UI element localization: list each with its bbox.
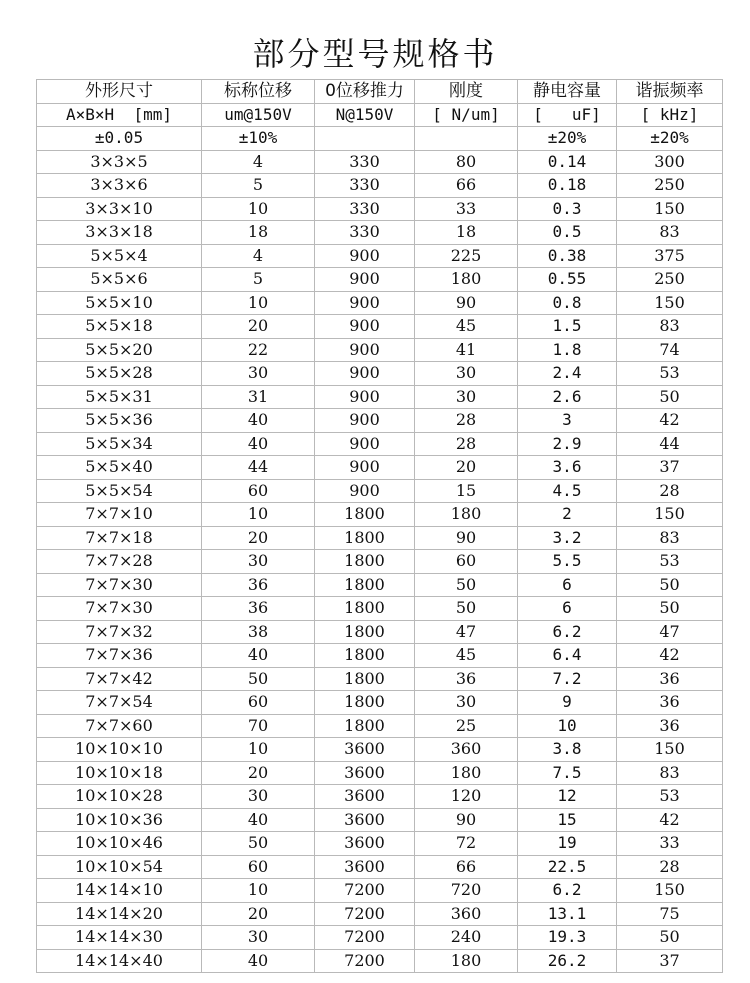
cell-stiffness: 360 — [415, 738, 518, 762]
cell-stiffness: 720 — [415, 879, 518, 903]
cell-stiffness: 18 — [415, 221, 518, 245]
table-row — [37, 503, 723, 527]
cell-resonant-frequency: 42 — [617, 644, 723, 668]
unit-displacement: um@150V — [202, 103, 315, 127]
table-row — [37, 221, 723, 245]
table-row — [37, 291, 723, 315]
table-row — [37, 902, 723, 926]
cell-dimensions: 7×7×10 — [37, 503, 202, 527]
cell-displacement: 60 — [202, 479, 315, 503]
cell-dimensions: 3×3×18 — [37, 221, 202, 245]
cell-blocking-force: 330 — [315, 174, 415, 198]
cell-dimensions: 7×7×36 — [37, 644, 202, 668]
cell-dimensions: 7×7×60 — [37, 714, 202, 738]
cell-capacitance: 4.5 — [518, 479, 617, 503]
table-row — [37, 738, 723, 762]
cell-displacement: 50 — [202, 832, 315, 856]
cell-displacement: 40 — [202, 808, 315, 832]
cell-capacitance: 0.14 — [518, 150, 617, 174]
tolerance-row — [37, 127, 723, 151]
cell-stiffness: 33 — [415, 197, 518, 221]
cell-resonant-frequency: 150 — [617, 291, 723, 315]
cell-blocking-force: 1800 — [315, 644, 415, 668]
cell-blocking-force: 3600 — [315, 855, 415, 879]
cell-stiffness: 225 — [415, 244, 518, 268]
cell-resonant-frequency: 375 — [617, 244, 723, 268]
cell-displacement: 36 — [202, 597, 315, 621]
cell-displacement: 10 — [202, 197, 315, 221]
cell-stiffness: 36 — [415, 667, 518, 691]
cell-blocking-force: 900 — [315, 362, 415, 386]
cell-capacitance: 15 — [518, 808, 617, 832]
cell-resonant-frequency: 83 — [617, 315, 723, 339]
spec-table-body — [37, 150, 723, 973]
cell-blocking-force: 1800 — [315, 691, 415, 715]
table-row — [37, 362, 723, 386]
cell-blocking-force: 900 — [315, 315, 415, 339]
header-row — [37, 80, 723, 104]
cell-blocking-force: 1800 — [315, 714, 415, 738]
cell-stiffness: 120 — [415, 785, 518, 809]
cell-displacement: 5 — [202, 174, 315, 198]
cell-displacement: 4 — [202, 244, 315, 268]
cell-stiffness: 90 — [415, 526, 518, 550]
cell-displacement: 10 — [202, 503, 315, 527]
cell-blocking-force: 3600 — [315, 808, 415, 832]
cell-blocking-force: 7200 — [315, 926, 415, 950]
cell-stiffness: 180 — [415, 268, 518, 292]
cell-dimensions: 3×3×6 — [37, 174, 202, 198]
cell-capacitance: 6.4 — [518, 644, 617, 668]
cell-blocking-force: 1800 — [315, 526, 415, 550]
cell-displacement: 40 — [202, 432, 315, 456]
cell-dimensions: 5×5×18 — [37, 315, 202, 339]
table-row — [37, 338, 723, 362]
table-row — [37, 550, 723, 574]
cell-resonant-frequency: 300 — [617, 150, 723, 174]
cell-blocking-force: 3600 — [315, 832, 415, 856]
cell-blocking-force: 900 — [315, 409, 415, 433]
table-row — [37, 667, 723, 691]
cell-displacement: 10 — [202, 291, 315, 315]
cell-displacement: 20 — [202, 315, 315, 339]
cell-stiffness: 72 — [415, 832, 518, 856]
cell-capacitance: 0.8 — [518, 291, 617, 315]
cell-dimensions: 5×5×10 — [37, 291, 202, 315]
cell-displacement: 60 — [202, 855, 315, 879]
table-row — [37, 385, 723, 409]
cell-stiffness: 80 — [415, 150, 518, 174]
cell-dimensions: 10×10×54 — [37, 855, 202, 879]
table-row — [37, 879, 723, 903]
cell-stiffness: 50 — [415, 573, 518, 597]
cell-stiffness: 180 — [415, 503, 518, 527]
unit-resonant-frequency: [ kHz] — [617, 103, 723, 127]
cell-dimensions: 5×5×6 — [37, 268, 202, 292]
table-row — [37, 197, 723, 221]
cell-blocking-force: 3600 — [315, 785, 415, 809]
table-row — [37, 244, 723, 268]
cell-dimensions: 3×3×10 — [37, 197, 202, 221]
unit-blocking-force: N@150V — [315, 103, 415, 127]
cell-blocking-force: 900 — [315, 432, 415, 456]
cell-stiffness: 45 — [415, 315, 518, 339]
cell-capacitance: 7.5 — [518, 761, 617, 785]
cell-displacement: 70 — [202, 714, 315, 738]
cell-displacement: 30 — [202, 550, 315, 574]
cell-blocking-force: 330 — [315, 197, 415, 221]
cell-displacement: 18 — [202, 221, 315, 245]
cell-stiffness: 20 — [415, 456, 518, 480]
cell-stiffness: 15 — [415, 479, 518, 503]
cell-blocking-force: 900 — [315, 385, 415, 409]
cell-capacitance: 2 — [518, 503, 617, 527]
cell-blocking-force: 3600 — [315, 761, 415, 785]
table-row — [37, 315, 723, 339]
cell-resonant-frequency: 83 — [617, 526, 723, 550]
table-row — [37, 268, 723, 292]
cell-dimensions: 7×7×30 — [37, 573, 202, 597]
table-row — [37, 456, 723, 480]
cell-dimensions: 5×5×20 — [37, 338, 202, 362]
unit-capacitance: [ uF] — [518, 103, 617, 127]
col-header-dimensions: 外形尺寸 — [37, 80, 202, 104]
cell-dimensions: 14×14×40 — [37, 949, 202, 973]
unit-stiffness: [ N/um] — [415, 103, 518, 127]
cell-resonant-frequency: 74 — [617, 338, 723, 362]
table-row — [37, 479, 723, 503]
cell-resonant-frequency: 50 — [617, 926, 723, 950]
cell-stiffness: 25 — [415, 714, 518, 738]
cell-stiffness: 30 — [415, 385, 518, 409]
cell-blocking-force: 7200 — [315, 902, 415, 926]
cell-displacement: 20 — [202, 761, 315, 785]
cell-blocking-force: 330 — [315, 150, 415, 174]
table-row — [37, 644, 723, 668]
cell-displacement: 40 — [202, 644, 315, 668]
cell-stiffness: 240 — [415, 926, 518, 950]
cell-displacement: 40 — [202, 409, 315, 433]
table-row — [37, 150, 723, 174]
cell-resonant-frequency: 36 — [617, 667, 723, 691]
cell-stiffness: 90 — [415, 291, 518, 315]
table-row — [37, 832, 723, 856]
table-row — [37, 808, 723, 832]
cell-stiffness: 41 — [415, 338, 518, 362]
cell-capacitance: 5.5 — [518, 550, 617, 574]
cell-blocking-force: 900 — [315, 244, 415, 268]
unit-dimensions: A×B×H [mm] — [37, 103, 202, 127]
cell-capacitance: 3.6 — [518, 456, 617, 480]
cell-capacitance: 0.18 — [518, 174, 617, 198]
cell-resonant-frequency: 250 — [617, 268, 723, 292]
cell-stiffness: 60 — [415, 550, 518, 574]
tolerance-dimensions: ±0.05 — [37, 127, 202, 151]
cell-resonant-frequency: 250 — [617, 174, 723, 198]
cell-dimensions: 7×7×18 — [37, 526, 202, 550]
cell-displacement: 38 — [202, 620, 315, 644]
cell-capacitance: 22.5 — [518, 855, 617, 879]
table-row — [37, 432, 723, 456]
col-header-resonant-frequency: 谐振频率 — [617, 80, 723, 104]
cell-capacitance: 12 — [518, 785, 617, 809]
cell-stiffness: 28 — [415, 409, 518, 433]
cell-dimensions: 5×5×31 — [37, 385, 202, 409]
cell-resonant-frequency: 47 — [617, 620, 723, 644]
cell-resonant-frequency: 50 — [617, 385, 723, 409]
table-row — [37, 714, 723, 738]
cell-dimensions: 10×10×36 — [37, 808, 202, 832]
cell-stiffness: 50 — [415, 597, 518, 621]
cell-dimensions: 7×7×54 — [37, 691, 202, 715]
cell-stiffness: 30 — [415, 691, 518, 715]
table-row — [37, 855, 723, 879]
cell-dimensions: 5×5×28 — [37, 362, 202, 386]
cell-resonant-frequency: 75 — [617, 902, 723, 926]
cell-dimensions: 7×7×28 — [37, 550, 202, 574]
tolerance-stiffness — [415, 127, 518, 151]
table-row — [37, 526, 723, 550]
cell-dimensions: 3×3×5 — [37, 150, 202, 174]
cell-stiffness: 360 — [415, 902, 518, 926]
cell-resonant-frequency: 83 — [617, 221, 723, 245]
cell-displacement: 5 — [202, 268, 315, 292]
cell-dimensions: 7×7×30 — [37, 597, 202, 621]
cell-resonant-frequency: 36 — [617, 691, 723, 715]
cell-displacement: 22 — [202, 338, 315, 362]
cell-dimensions: 5×5×34 — [37, 432, 202, 456]
cell-displacement: 44 — [202, 456, 315, 480]
cell-resonant-frequency: 150 — [617, 738, 723, 762]
table-row — [37, 620, 723, 644]
table-row — [37, 949, 723, 973]
cell-capacitance: 19.3 — [518, 926, 617, 950]
cell-blocking-force: 1800 — [315, 597, 415, 621]
cell-dimensions: 10×10×46 — [37, 832, 202, 856]
cell-capacitance: 3.8 — [518, 738, 617, 762]
tolerance-capacitance: ±20% — [518, 127, 617, 151]
cell-blocking-force: 900 — [315, 291, 415, 315]
cell-stiffness: 45 — [415, 644, 518, 668]
cell-blocking-force: 900 — [315, 456, 415, 480]
cell-resonant-frequency: 150 — [617, 503, 723, 527]
table-row — [37, 926, 723, 950]
cell-stiffness: 66 — [415, 174, 518, 198]
col-header-stiffness: 刚度 — [415, 80, 518, 104]
cell-capacitance: 9 — [518, 691, 617, 715]
cell-resonant-frequency: 50 — [617, 597, 723, 621]
cell-dimensions: 7×7×42 — [37, 667, 202, 691]
cell-capacitance: 3 — [518, 409, 617, 433]
cell-resonant-frequency: 150 — [617, 879, 723, 903]
tolerance-blocking-force — [315, 127, 415, 151]
table-row — [37, 691, 723, 715]
cell-resonant-frequency: 44 — [617, 432, 723, 456]
cell-stiffness: 47 — [415, 620, 518, 644]
cell-resonant-frequency: 28 — [617, 479, 723, 503]
cell-dimensions: 5×5×40 — [37, 456, 202, 480]
cell-capacitance: 0.3 — [518, 197, 617, 221]
table-row — [37, 761, 723, 785]
cell-resonant-frequency: 50 — [617, 573, 723, 597]
cell-resonant-frequency: 53 — [617, 550, 723, 574]
cell-resonant-frequency: 28 — [617, 855, 723, 879]
cell-capacitance: 2.4 — [518, 362, 617, 386]
cell-dimensions: 7×7×32 — [37, 620, 202, 644]
cell-displacement: 60 — [202, 691, 315, 715]
cell-stiffness: 28 — [415, 432, 518, 456]
tolerance-displacement: ±10% — [202, 127, 315, 151]
cell-blocking-force: 3600 — [315, 738, 415, 762]
col-header-capacitance: 静电容量 — [518, 80, 617, 104]
cell-blocking-force: 1800 — [315, 503, 415, 527]
cell-dimensions: 5×5×36 — [37, 409, 202, 433]
col-header-blocking-force: 0位移推力 — [315, 80, 415, 104]
cell-displacement: 36 — [202, 573, 315, 597]
cell-capacitance: 3.2 — [518, 526, 617, 550]
cell-capacitance: 0.55 — [518, 268, 617, 292]
cell-blocking-force: 1800 — [315, 667, 415, 691]
cell-dimensions: 10×10×10 — [37, 738, 202, 762]
cell-resonant-frequency: 53 — [617, 362, 723, 386]
cell-dimensions: 10×10×18 — [37, 761, 202, 785]
cell-blocking-force: 900 — [315, 268, 415, 292]
cell-dimensions: 5×5×54 — [37, 479, 202, 503]
cell-stiffness: 180 — [415, 761, 518, 785]
cell-blocking-force: 900 — [315, 338, 415, 362]
cell-capacitance: 0.38 — [518, 244, 617, 268]
col-header-displacement: 标称位移 — [202, 80, 315, 104]
cell-capacitance: 6 — [518, 597, 617, 621]
cell-capacitance: 26.2 — [518, 949, 617, 973]
cell-displacement: 20 — [202, 526, 315, 550]
cell-resonant-frequency: 37 — [617, 949, 723, 973]
cell-blocking-force: 7200 — [315, 949, 415, 973]
table-row — [37, 785, 723, 809]
cell-stiffness: 30 — [415, 362, 518, 386]
cell-stiffness: 66 — [415, 855, 518, 879]
cell-displacement: 10 — [202, 879, 315, 903]
cell-blocking-force: 330 — [315, 221, 415, 245]
cell-capacitance: 10 — [518, 714, 617, 738]
cell-displacement: 4 — [202, 150, 315, 174]
table-row — [37, 573, 723, 597]
cell-displacement: 30 — [202, 785, 315, 809]
cell-resonant-frequency: 83 — [617, 761, 723, 785]
cell-capacitance: 6.2 — [518, 879, 617, 903]
table-row — [37, 409, 723, 433]
cell-capacitance: 1.8 — [518, 338, 617, 362]
cell-displacement: 20 — [202, 902, 315, 926]
cell-blocking-force: 900 — [315, 479, 415, 503]
cell-displacement: 30 — [202, 362, 315, 386]
cell-resonant-frequency: 33 — [617, 832, 723, 856]
cell-dimensions: 10×10×28 — [37, 785, 202, 809]
cell-capacitance: 6.2 — [518, 620, 617, 644]
table-row — [37, 174, 723, 198]
cell-resonant-frequency: 42 — [617, 409, 723, 433]
cell-displacement: 31 — [202, 385, 315, 409]
cell-resonant-frequency: 37 — [617, 456, 723, 480]
cell-displacement: 40 — [202, 949, 315, 973]
cell-blocking-force: 1800 — [315, 550, 415, 574]
cell-blocking-force: 7200 — [315, 879, 415, 903]
cell-dimensions: 14×14×10 — [37, 879, 202, 903]
cell-dimensions: 5×5×4 — [37, 244, 202, 268]
cell-dimensions: 14×14×20 — [37, 902, 202, 926]
cell-displacement: 10 — [202, 738, 315, 762]
cell-displacement: 50 — [202, 667, 315, 691]
cell-capacitance: 2.9 — [518, 432, 617, 456]
unit-row — [37, 103, 723, 127]
cell-capacitance: 7.2 — [518, 667, 617, 691]
cell-resonant-frequency: 150 — [617, 197, 723, 221]
spec-table — [36, 79, 723, 973]
cell-capacitance: 6 — [518, 573, 617, 597]
cell-resonant-frequency: 42 — [617, 808, 723, 832]
cell-dimensions: 14×14×30 — [37, 926, 202, 950]
cell-stiffness: 90 — [415, 808, 518, 832]
cell-resonant-frequency: 36 — [617, 714, 723, 738]
cell-displacement: 30 — [202, 926, 315, 950]
tolerance-resonant-frequency: ±20% — [617, 127, 723, 151]
cell-capacitance: 19 — [518, 832, 617, 856]
cell-blocking-force: 1800 — [315, 620, 415, 644]
cell-capacitance: 0.5 — [518, 221, 617, 245]
cell-capacitance: 13.1 — [518, 902, 617, 926]
cell-capacitance: 1.5 — [518, 315, 617, 339]
table-row — [37, 597, 723, 621]
cell-stiffness: 180 — [415, 949, 518, 973]
cell-resonant-frequency: 53 — [617, 785, 723, 809]
cell-capacitance: 2.6 — [518, 385, 617, 409]
cell-blocking-force: 1800 — [315, 573, 415, 597]
document-title: 部分型号规格书 — [252, 35, 498, 73]
